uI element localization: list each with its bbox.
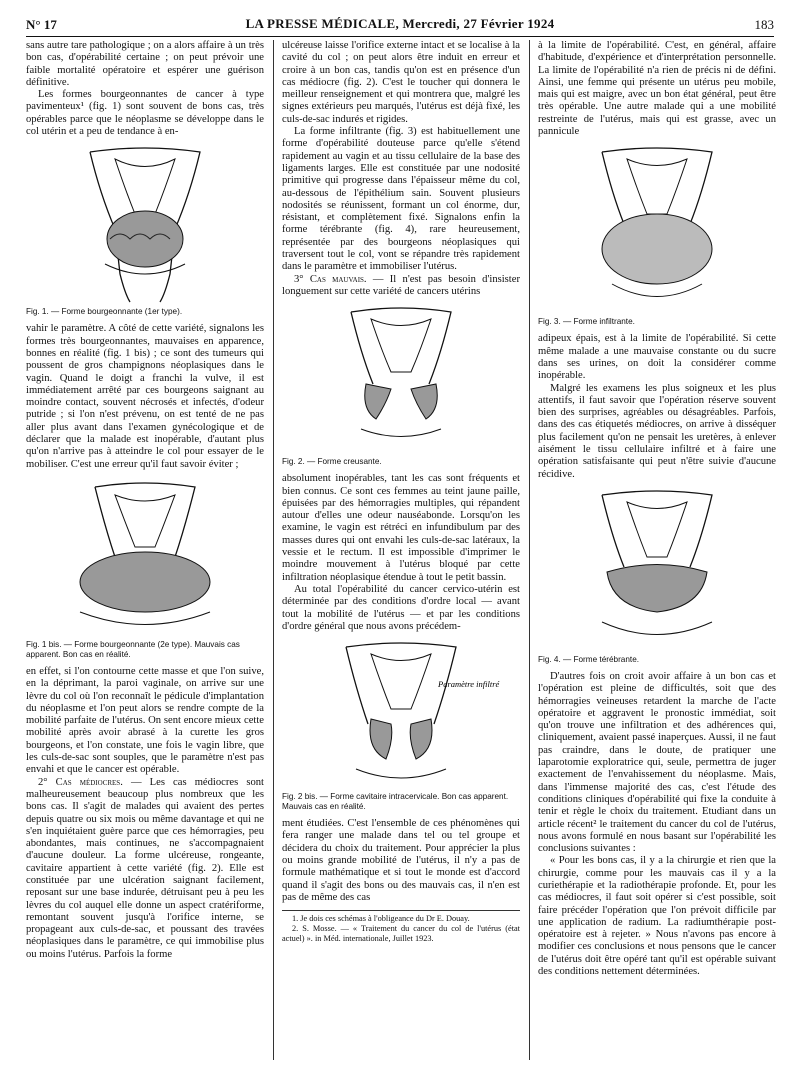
paragraph: « Pour les bons cas, il y a la chirurgie et rien que la chirurgie, comme pour les mauvais cas il y a la curiethérapie et la radiothérapie profonde. Et, pour les cas médiocres, il faut soit opérer si c'est possible, soit faire précéder l'opération que l'on prévoit difficile par une application de radium. La radiumthérapie post-opératoire est à rejeter. » Nous n'avons pas encore à modifier ces conclusions et nous pensons que le cancer de l'utérus doit être opéré tant qu'il est opérable suivant des conditions nettement déterminées. [538,855,776,978]
column-3 [538,40,776,978]
figure-caption: Fig. 4. — Forme térébrante. [538,654,640,664]
uterus-diagram [55,477,235,637]
section-heading: 2° Cas médiocres. [38,776,123,788]
journal-title: LA PRESSE MÉDICALE, Mercredi, 27 Février 1924 [245,16,555,31]
figure-caption: Fig. 2 bis. — Forme cavitaire intracervicale. Bon cas apparent. Mauvais cas en réalité. [282,792,509,812]
paragraph: ment étudiées. C'est l'ensemble de ces phénomènes qui fera ranger une malade dans tel ou tel groupe et décidera du choix du traitement. Pour apprécier la plus ou moins grande mobilité de l'utérus, il n'y a pas de formule mathématique et si tout le monde est d'accord quand il s'agit des bons ou des mauvais cas, il n'en est pas de même des cas [282,818,520,903]
issue-number: N° 17 [26,17,57,32]
figure-1 [26,144,264,317]
figure-caption: Fig. 1. — Forme bourgeonnante (1er type). [26,307,183,317]
paragraph: en effet, si l'on contourne cette masse et que l'on suive, en la déprimant, la paroi vaginale, on arrive sur une lèvre du col où l'on reconnaît le pédicule d'implantation du néoplasme et l'on peut alors se rendre compte de la mobilité parfaite de l'utérus. On sent encore mieux cette mobilité après avoir abrasé à la curette les gros bourgeons, et l'on constate, une fois le vagin libre, que les culs-de-sac sont souples, que le paramètre n'est pas envahi et que le cancer est opérable. [26,665,264,776]
page-number: 183 [754,17,774,32]
paragraph: 2° Cas médiocres. — Les cas médiocres sont malheureusement beaucoup plus nombreux que les bons cas. Il s'agit de malades qui avaient des pertes depuis quatre ou six mois ou même davantage et qui ne s'en inquiétaient guère parce que ces hémorragies, peu abondantes, mais continues, ne s'accompagnaient d'aucune douleur. La forme ulcéreuse, rongeante, cavitaire appartient à cette variété (fig. 2). Elle est constituée par une ulcération saignant facilement, reposant sur une base indurée, détruisant peu à peu les lèvres du col auquel elle donne un aspect cratériforme, remontant souvent jusqu'à l'orifice interne, se propageant aux culs-de-sac, et poussant des travées néoplasiques dans le paramètre, ce qui immobilise plus ou moins l'utérus. Parfois la forme [26,776,264,960]
uterus-diagram [60,144,230,304]
page-header [26,14,774,37]
diagram-label: Paramètre infiltré [438,679,500,690]
figure-caption: Fig. 3. — Forme infiltrante. [538,317,635,327]
figure-4 [538,487,776,665]
uterus-diagram [321,304,481,454]
paragraph: absolument inopérables, tant les cas sont fréquents et bien connus. Ce sont ces femmes au teint jaune paille, épuisées par des hémorragies multiples, qui répandent autour d'elles une odeur nauséabonde. Lorsqu'on les examine, le vagin est rétréci en infundibulum par des masses dures qui ont envahi les culs-de-sac latéraux, la vessie et le rectum. Il est impossible d'imprimer le moindre mouvement à l'utérus bloqué par cette infiltration néoplasique étendue à tout le petit bassin. [282,473,520,583]
figure-caption: Fig. 2. — Forme creusante. [282,457,382,467]
paragraph: D'autres fois on croit avoir affaire à un bon cas et l'opération est pleine de difficultés, soit que des hémorragies veineuses retardent la marche de l'acte opératoire et aggravent le pronostic immédiat, soit qu'on trouve une infiltration et des adhérences qui, cliniquement, avaient passé inaperçues. Aussi, il ne faut pas craindre, dans le doute, de pratiquer une laparotomie exploratrice qui, seule, permettra de juger exactement de l'envahissement du néoplasme. Mais, dans l'immense majorité des cas, c'est l'étude des conditions cliniques d'opérabilité qui fixe la conduite à tenir et règle le choix du traitement. Etudiant dans un article récent² le traitement du cancer du col de l'utérus, nous avons formulé en nous basant sur l'opérabilité les conclusions suivantes : [538,670,776,855]
paragraph: vahir le paramètre. A côté de cette variété, signalons les formes très bourgeonnantes, mauvaises en apparence, bonnes en réalité (fig. 1 bis) ; ce sont des tumeurs qui poussent de gros champignons néoplasiques dans le vagin. Quand le doigt a franchi la vulve, il est immédiatement arrêté par ces bourgeons saignant au moindre contact, souvent nécrosés et infectés, d'odeur putride ; si l'on n'est prévenu, on est tenté de ne pas aller plus avant dans l'examen gynécologique et de déclarer que la malade est inopérable, d'autant plus qu'on n'arrive pas à atteindre le col pour essayer de le mobiliser. C'est une erreur qu'il faut savoir éviter ; [26,323,264,470]
column-1 [26,40,264,961]
uterus-diagram [572,144,742,314]
figure-caption: Fig. 1 bis. — Forme bourgeonnante (2e type). Mauvais cas apparent. Bon cas en réalité. [26,639,240,659]
column-divider [529,40,530,1060]
section-heading: 3° Cas mauvais. [294,273,367,285]
uterus-diagram [572,487,742,652]
footnotes [282,910,520,944]
footnote: 2. S. Mosse. — « Traitement du cancer du col de l'utérus (état actuel) ». in Méd. internationale, Juillet 1923. [282,924,520,944]
footnote: 1. Je dois ces schémas à l'obligeance du Dr E. Douay. [292,914,470,924]
figure-2-bis [282,639,520,812]
paragraph: La forme infiltrante (fig. 3) est habituellement une forme d'opérabilité douteuse parce qu'elle s'étend rapidement au vagin et au tissu cellulaire de la base des ligaments larges. Elle est constituée par une nodosité primitive qui progresse dans l'épaisseur même du col, au-dessous de l'épithélium sain. Souvent plusieurs nodosités se réunissent, formant un col énorme, dur, résistant, et complètement fixé. Signalons enfin la forme térébrante (fig. 4), rare heureusement, représentée par des bourgeons néoplasiques qui traversent tout le col, vont se répandre très rapidement dans le paramètre et immobiliser l'utérus. [282,126,520,273]
figure-2 [282,304,520,467]
figure-1-bis [26,477,264,660]
paragraph: Au total l'opérabilité du cancer cervico-utérin est déterminée par des conditions d'ordre local — avant tout la mobilité de l'utérus — et par les conditions d'ordre général que nous avons précédem- [282,583,520,632]
paragraph: 3° Cas mauvais. — Il n'est pas besoin d'insister longuement sur cette variété de cancers utérins [282,273,520,297]
uterus-diagram [316,639,500,789]
paragraph: Malgré les examens les plus soigneux et les plus attentifs, il faut savoir que l'opération réserve souvent bien des surprises, agréables ou désagréables. Parfois, dans des cas étiquetés médiocres, on arrive à disséquer plus facilement qu'on ne pensait les uretères, à enlever aisément le tissu cellulaire infiltré et à faire une opération satisfaisante qui peut n'être suivie d'aucune récidive. [538,382,776,480]
column-2 [282,40,520,944]
paragraph: ulcéreuse laisse l'orifice externe intact et se localise à la cavité du col ; on peut alors être induit en erreur et croire à un bon cas, tandis qu'on est en présence d'un cas médiocre (fig. 2). C'est le toucher qui donnera le meilleur renseignement et qui montrera que, malgré les signes extérieurs peu marqués, l'utérus est déjà fixé, les culs-de-sac indurés et rigides. [282,40,520,125]
paragraph: à la limite de l'opérabilité. C'est, en général, affaire d'habitude, d'expérience et d'interprétation personnelle. La limite de l'opérabilité n'a rien de précis ni de défini. Ainsi, une femme qui présente un utérus peu mobile, mais qui est maigre, avec un bon état général, peut être très opérable. Une autre malade qui a une mobilité restreinte de l'utérus, mais qui est grasse, avec un pannicule [538,40,776,138]
paragraph: sans autre tare pathologique ; on a alors affaire à un très bon cas, d'opérabilité certaine ; on peut prévoir une faible mortalité opératoire et espérer une guérison définitive. [26,40,264,88]
paragraph: Les formes bourgeonnantes de cancer à type pavimenteux¹ (fig. 1) sont souvent de bons cas, très opérables parce que le néoplasme se développe dans le col utérin et a peu de tendance à en- [26,89,264,138]
column-divider [273,40,274,1060]
paragraph: adipeux épais, est à la limite de l'opérabilité. Si cette même malade a une mauvaise constante ou du sucre dans ses urines, on doit la considérer comme inopérable. [538,333,776,382]
figure-3 [538,144,776,327]
